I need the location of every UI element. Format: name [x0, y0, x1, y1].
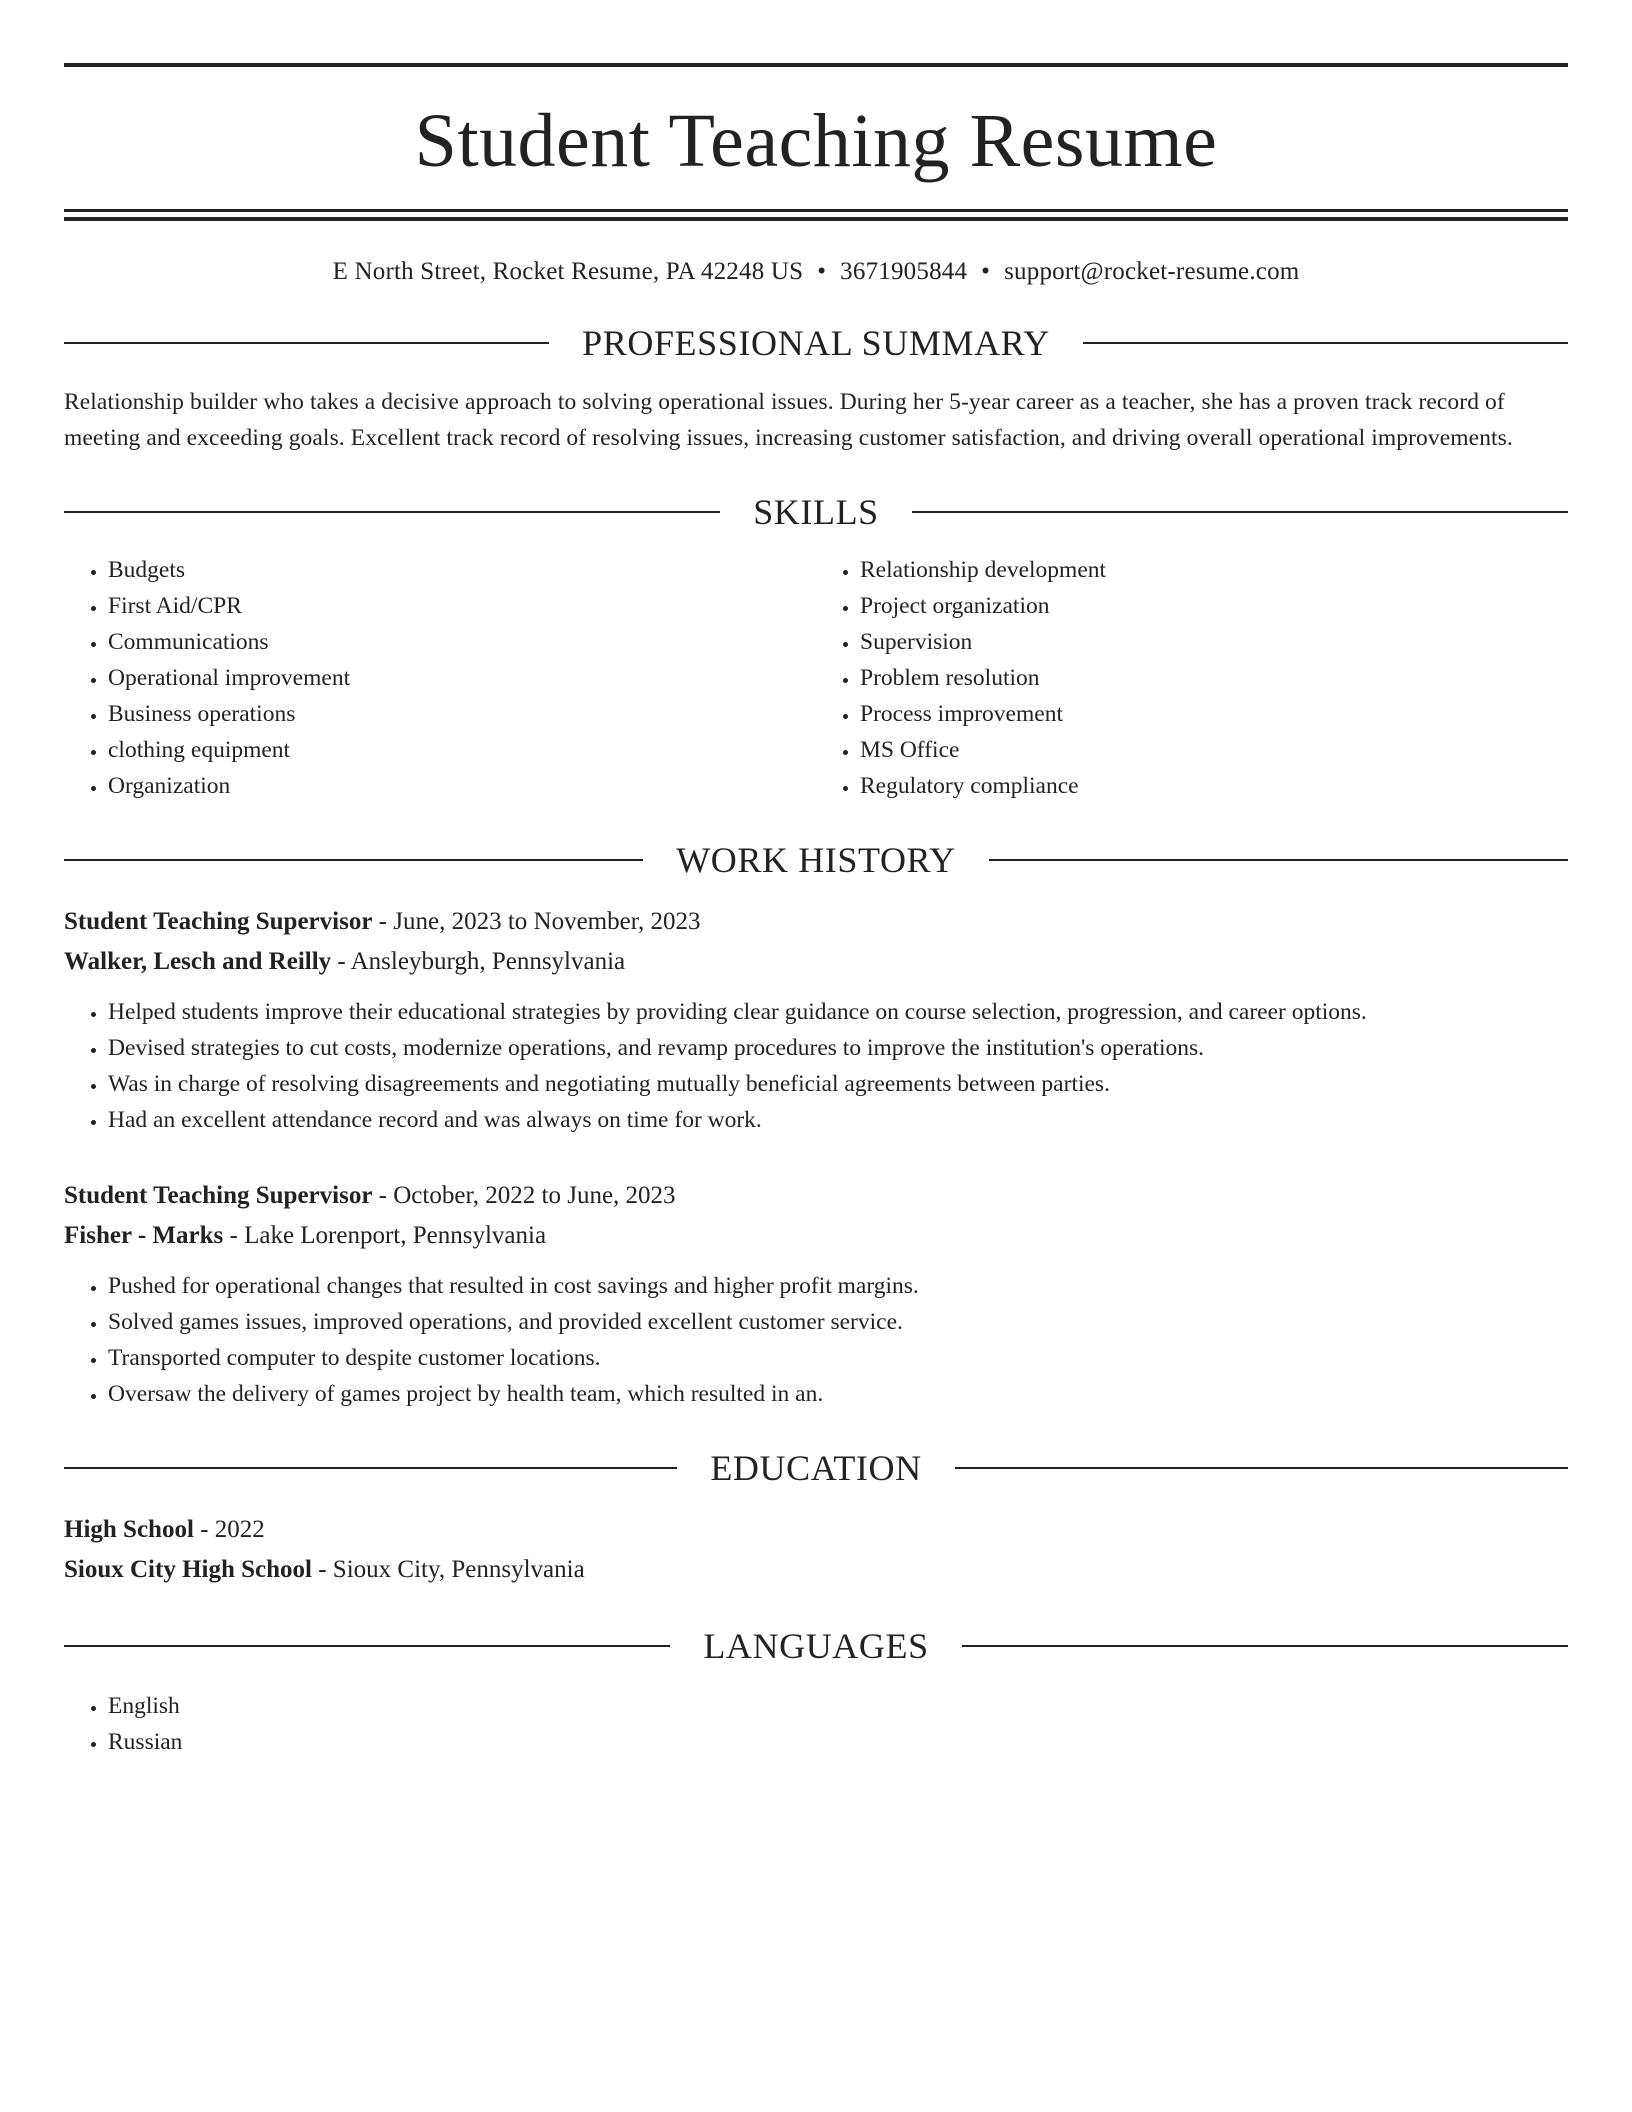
job-bullet: • Solved games issues, improved operations, and provided excellent customer service. [108, 1304, 1568, 1340]
contact-address: E North Street, Rocket Resume, PA 42248 US [332, 258, 804, 285]
job-employer-line [64, 1216, 1568, 1256]
job-bullet: • Oversaw the delivery of games project by health team, which resulted in an. [108, 1376, 1568, 1412]
skill-item: • Communications [108, 624, 816, 660]
section-rule-left [64, 1645, 670, 1647]
skill-item: • Regulatory compliance [860, 768, 1568, 804]
skills-column-left [64, 552, 816, 804]
section-rule-left [64, 511, 720, 513]
skill-item: • Organization [108, 768, 816, 804]
skill-item: • clothing equipment [108, 732, 816, 768]
skill-item: • Operational improvement [108, 660, 816, 696]
title-double-rule [64, 209, 1568, 221]
section-rule-left [64, 859, 643, 861]
job-entry [64, 902, 1568, 1138]
education-year: - 2022 [193, 1516, 265, 1543]
contact-separator: • [817, 258, 827, 285]
job-employer: Fisher - Marks [64, 1222, 224, 1249]
section-rule-right [955, 1467, 1568, 1469]
section-title-summary: PROFESSIONAL SUMMARY [582, 323, 1050, 363]
summary-text: Relationship builder who takes a decisive approach to solving operational issues. During her 5-year career as a teacher, she has a proven track record of meeting and exceeding goals. Excellent track record of resolving issues, increasing customer satisfaction, and driving overall operational improvements. [64, 389, 1513, 451]
language-item: • English [108, 1688, 1568, 1724]
section-rule-right [912, 511, 1568, 513]
section-rule-left [64, 1467, 677, 1469]
section-title-languages: LANGUAGES [703, 1626, 929, 1666]
job-bullet: • Helped students improve their educational strategies by providing clear guidance on course selection, progression, and career options. [108, 994, 1568, 1030]
skill-item: • Supervision [860, 624, 1568, 660]
section-header-summary [64, 323, 1568, 363]
education-entry [64, 1510, 1568, 1590]
contact-separator: • [981, 258, 991, 285]
job-title-line [64, 1176, 1568, 1216]
contact-line [64, 257, 1568, 287]
skill-item: • Relationship development [860, 552, 1568, 588]
section-rule-right [962, 1645, 1568, 1647]
section-rule-right [989, 859, 1568, 861]
section-header-languages [64, 1626, 1568, 1666]
skill-item: • Project organization [860, 588, 1568, 624]
job-title: Student Teaching Supervisor [64, 908, 373, 935]
skill-item: • Problem resolution [860, 660, 1568, 696]
job-entry [64, 1176, 1568, 1412]
skill-item: • First Aid/CPR [108, 588, 816, 624]
job-bullet: • Transported computer to despite customer locations. [108, 1340, 1568, 1376]
job-dates: - June, 2023 to November, 2023 [372, 908, 701, 935]
resume-title: Student Teaching Resume [414, 99, 1218, 183]
education-degree: High School [64, 1516, 194, 1543]
job-bullet: • Pushed for operational changes that resulted in cost savings and higher profit margins. [108, 1268, 1568, 1304]
job-title-line [64, 902, 1568, 942]
section-title-skills: SKILLS [753, 492, 879, 532]
job-bullet: • Devised strategies to cut costs, modernize operations, and revamp procedures to improve the institution's operations. [108, 1030, 1568, 1066]
job-employer: Walker, Lesch and Reilly [64, 948, 332, 975]
section-header-skills [64, 492, 1568, 532]
job-title: Student Teaching Supervisor [64, 1182, 373, 1209]
section-title-work: WORK HISTORY [676, 840, 956, 880]
section-header-work [64, 840, 1568, 880]
education-location: - Sioux City, Pennsylvania [311, 1556, 585, 1583]
languages-list [64, 1688, 1568, 1760]
education-degree-line [64, 1510, 1568, 1550]
section-rule-left [64, 342, 549, 344]
job-location: - Lake Lorenport, Pennsylvania [223, 1222, 547, 1249]
education-school: Sioux City High School [64, 1556, 312, 1583]
skill-item: • Business operations [108, 696, 816, 732]
top-rule [64, 63, 1568, 67]
contact-phone: 3671905844 [840, 258, 968, 285]
job-bullets [64, 994, 1568, 1138]
contact-email: support@rocket-resume.com [1004, 258, 1300, 285]
skills-grid [64, 552, 1568, 804]
skill-item: • Process improvement [860, 696, 1568, 732]
section-rule-right [1083, 342, 1568, 344]
education-school-line [64, 1550, 1568, 1590]
language-item: • Russian [108, 1724, 1568, 1760]
job-employer-line [64, 942, 1568, 982]
job-bullet: • Was in charge of resolving disagreements and negotiating mutually beneficial agreements between parties. [108, 1066, 1568, 1102]
skills-column-right [816, 552, 1568, 804]
job-location: - Ansleyburgh, Pennsylvania [331, 948, 626, 975]
skill-item: • Budgets [108, 552, 816, 588]
skill-item: • MS Office [860, 732, 1568, 768]
section-title-education: EDUCATION [710, 1448, 922, 1488]
job-dates: - October, 2022 to June, 2023 [372, 1182, 676, 1209]
job-bullets [64, 1268, 1568, 1412]
job-bullet: • Had an excellent attendance record and was always on time for work. [108, 1102, 1568, 1138]
section-header-education [64, 1448, 1568, 1488]
